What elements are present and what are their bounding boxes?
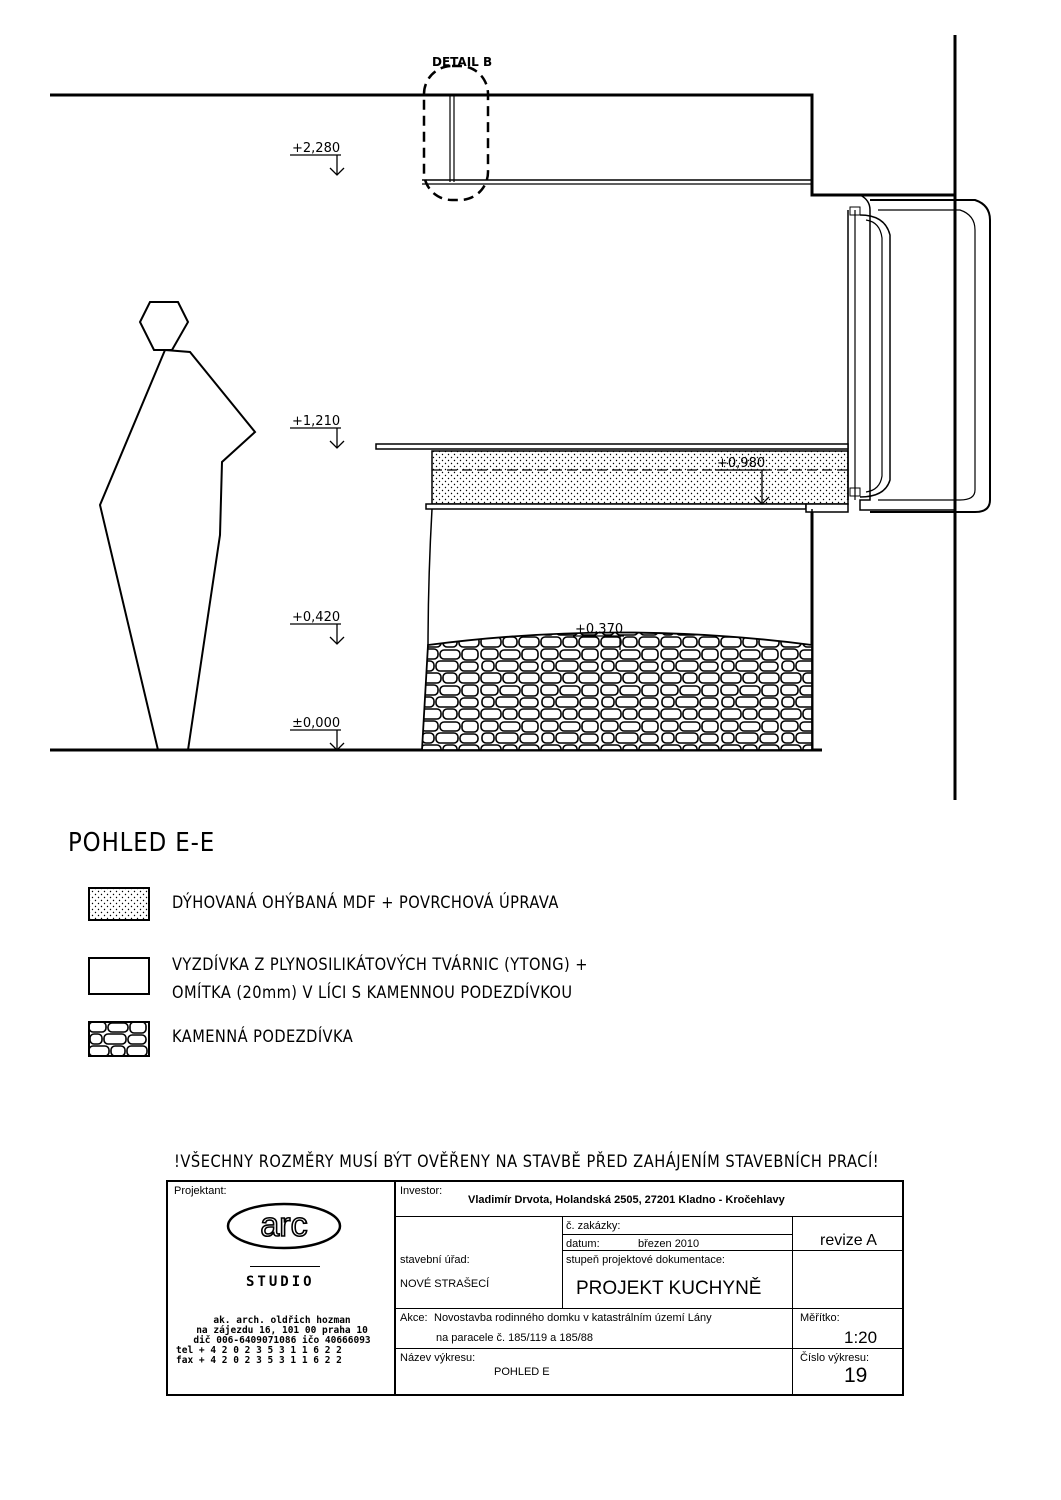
stupen-label: stupeň projektové dokumentace: [566,1254,725,1266]
akce-line2: na paracele č. 185/119 a 185/88 [436,1332,593,1344]
level-marker-1210 [290,414,344,448]
datum-value: březen 2010 [638,1238,700,1250]
cislo-label: Číslo výkresu: [800,1352,870,1364]
stone-plinth [422,633,812,751]
zakazka-label: č. zakázky: [566,1220,621,1232]
cislo-value: 19 [844,1364,868,1387]
level-label: +0,420 [292,610,341,625]
legend-text: KAMENNÁ PODEZDÍVKA [172,1027,354,1047]
legend-swatch-dotted [88,887,150,921]
investor-value: Vladimír Drvota, Holandská 2505, 27201 Kladno - Kročehlavy [468,1194,785,1206]
detail-b-label: DETAIL B [432,55,493,69]
human-figure [140,302,188,350]
level-label: +0,370 [575,622,624,637]
level-marker-0420 [290,610,344,644]
level-label: +2,280 [292,141,341,156]
nazev-label: Název výkresu: [400,1352,476,1364]
akce-line1: Novostavba rodinného domku v katastrálním území Lány [434,1312,712,1324]
level-marker-0000 [290,716,344,750]
legend-text: VYZDÍVKA Z PLYNOSILIKÁTOVÝCH TVÁRNIC (YTONG) + OMÍTKA (20mm) V LÍCI S KAMENNOU PODEZDÍVKOU [172,955,588,1003]
nazev-value: POHLED E [494,1366,550,1378]
bar-top [376,444,848,449]
projektant-label: Projektant: [174,1185,227,1197]
level-label: +1,210 [292,414,341,429]
level-label: ±0,000 [292,716,341,731]
svg-text:arc: arc [260,1206,308,1244]
datum-label: datum: [566,1238,600,1250]
level-label: +0,980 [717,456,766,471]
legend-swatch-stone [88,1021,150,1057]
meritko-value: 1:20 [844,1328,878,1347]
urad-label: stavební úřad: [400,1254,470,1266]
studio-text: STUDIO [246,1274,315,1290]
legend-item-stone [88,1021,383,1057]
legend-item-mdf [88,887,622,921]
urad-value: NOVÉ STRAŠECÍ [400,1278,490,1290]
revize: revize A [820,1232,877,1249]
studio-address: ak. arch. oldřich hozman na zájezdu 16, 101 00 praha 10 dič 006-6409071086 ičo 40666093 tel + 4 2 0 2 3 5 3 1 1 6 2 2 fax + 4 2 0 2 3 5 3 1 1 6 2 2 [176,1315,371,1366]
mdf-bottom-edge [426,504,806,509]
title-block [166,1180,904,1396]
level-marker-2280 [290,141,344,175]
mdf-panel [432,451,848,504]
legend-swatch-blank [88,957,150,995]
legend-text: DÝHOVANÁ OHÝBANÁ MDF + POVRCHOVÁ ÚPRAVA [172,893,559,913]
warning-text: !VŠECHNY ROZMĚRY MUSÍ BÝT OVĚŘENY NA STAVBĚ PŘED ZAHÁJENÍM STAVEBNÍCH PRACÍ! [174,1152,880,1172]
akce-label: Akce: [400,1312,428,1324]
investor-label: Investor: [400,1185,443,1197]
stupen-value: PROJEKT KUCHYNĚ [576,1278,762,1299]
arc-logo [224,1200,344,1252]
legend-item-ytong [88,957,656,1007]
view-title: POHLED E-E [68,828,216,858]
meritko-label: Měřítko: [800,1312,840,1324]
